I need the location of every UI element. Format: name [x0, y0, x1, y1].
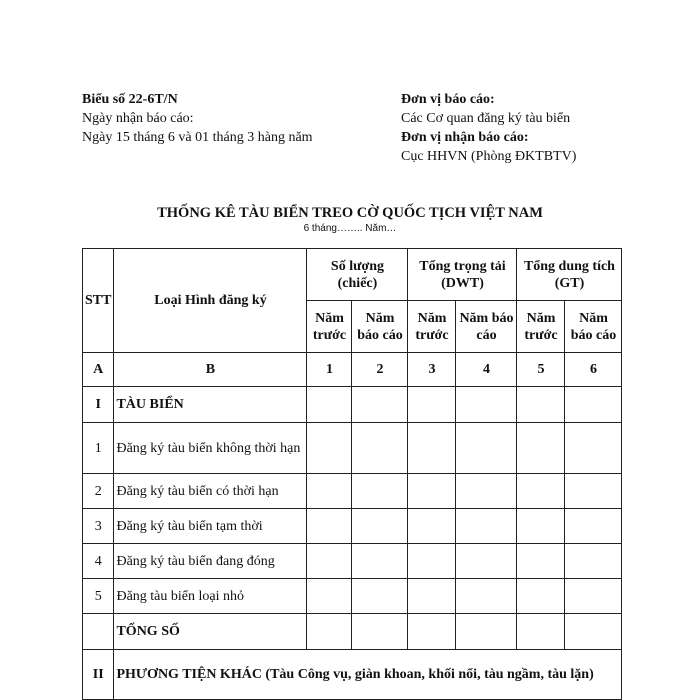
header-gt-prev-year: Năm trước [517, 301, 565, 353]
reporting-unit-label: Đơn vị báo cáo: [401, 92, 495, 107]
row-stt: 5 [83, 579, 114, 614]
table-cell [408, 544, 456, 579]
table-cell [565, 614, 622, 650]
table-cell [352, 614, 408, 650]
table-cell [307, 544, 352, 579]
table-cell [408, 423, 456, 474]
row-stt: 3 [83, 509, 114, 544]
table-cell [565, 544, 622, 579]
index-cell: 4 [456, 353, 517, 387]
row-stt: 4 [83, 544, 114, 579]
table-cell [565, 423, 622, 474]
table-row [83, 509, 622, 544]
row-label: Đăng ký tàu biển đang đóng [114, 544, 307, 579]
header-dwt: Tổng trọng tải (DWT) [408, 249, 517, 301]
header-registration-type: Loại Hình đăng ký [114, 249, 307, 353]
header-quantity: Số lượng (chiếc) [307, 249, 408, 301]
section-label: PHƯƠNG TIỆN KHÁC (Tàu Công vụ, giàn khoan, khối nổi, tàu ngầm, tàu lặn) [114, 650, 622, 700]
header-quantity-prev-year: Năm trước [307, 301, 352, 353]
section-row [83, 387, 622, 423]
section-row [83, 650, 622, 700]
table-cell [517, 579, 565, 614]
table-cell [307, 614, 352, 650]
table-cell [517, 423, 565, 474]
index-cell: 2 [352, 353, 408, 387]
table-row [83, 579, 622, 614]
receiving-unit-value: Cục HHVN (Phòng ĐKTBTV) [401, 149, 577, 164]
received-date-value: Ngày 15 tháng 6 và 01 tháng 3 hàng năm [82, 130, 313, 145]
form-code: Biểu số 22-6T/N [82, 92, 178, 107]
table-cell [83, 614, 114, 650]
table-row [83, 474, 622, 509]
table-cell [456, 579, 517, 614]
section-stt: II [83, 650, 114, 700]
index-cell: A [83, 353, 114, 387]
table-cell [517, 387, 565, 423]
table-cell [456, 544, 517, 579]
header-dwt-report-year: Năm báo cáo [456, 301, 517, 353]
total-label: TỔNG SỐ [114, 614, 307, 650]
index-cell: 3 [408, 353, 456, 387]
table-cell [408, 579, 456, 614]
table-cell [456, 509, 517, 544]
statistics-table [82, 248, 622, 700]
row-label: Đăng ký tàu biển có thời hạn [114, 474, 307, 509]
table-cell [307, 423, 352, 474]
table-cell [352, 387, 408, 423]
table-cell [456, 614, 517, 650]
table-cell [352, 544, 408, 579]
form-header-left [82, 90, 313, 147]
table-cell [408, 614, 456, 650]
header-dwt-prev-year: Năm trước [408, 301, 456, 353]
table-cell [565, 579, 622, 614]
section-label: TÀU BIỂN [114, 387, 307, 423]
row-label: Đăng tàu biển loại nhỏ [114, 579, 307, 614]
table-cell [307, 579, 352, 614]
reporting-unit-value: Các Cơ quan đăng ký tàu biển [401, 111, 571, 126]
header-gt-report-year: Năm báo cáo [565, 301, 622, 353]
document-subtitle: 6 tháng…….. Năm… [303, 223, 397, 234]
header-quantity-report-year: Năm báo cáo [352, 301, 408, 353]
index-row [83, 353, 622, 387]
row-stt: 1 [83, 423, 114, 474]
header-gt: Tổng dung tích (GT) [517, 249, 622, 301]
table-cell [352, 423, 408, 474]
index-cell: B [114, 353, 307, 387]
table-cell [408, 387, 456, 423]
table-cell [307, 387, 352, 423]
table-cell [352, 579, 408, 614]
table-cell [517, 544, 565, 579]
table-cell [517, 614, 565, 650]
receiving-unit-label: Đơn vị nhận báo cáo: [401, 130, 529, 145]
table-cell [307, 474, 352, 509]
table-cell [307, 509, 352, 544]
row-label: Đăng ký tàu biển tạm thời [114, 509, 307, 544]
section-stt: I [83, 387, 114, 423]
table-cell [408, 474, 456, 509]
total-row [83, 614, 622, 650]
table-row [83, 544, 622, 579]
index-cell: 1 [307, 353, 352, 387]
table-cell [565, 509, 622, 544]
table-row [83, 423, 622, 474]
table-cell [456, 474, 517, 509]
header-stt: STT [83, 249, 114, 353]
table-cell [517, 509, 565, 544]
table-cell [565, 387, 622, 423]
table-cell [456, 387, 517, 423]
table-cell [352, 509, 408, 544]
row-stt: 2 [83, 474, 114, 509]
table-cell [408, 509, 456, 544]
row-label: Đăng ký tàu biển không thời hạn [114, 423, 307, 474]
document-title: THỐNG KÊ TÀU BIỂN TREO CỜ QUỐC TỊCH VIỆT NAM [157, 205, 543, 221]
received-date-label: Ngày nhận báo cáo: [82, 111, 194, 126]
index-cell: 5 [517, 353, 565, 387]
form-header-right [401, 90, 576, 166]
table-cell [456, 423, 517, 474]
table-cell [517, 474, 565, 509]
index-cell: 6 [565, 353, 622, 387]
table-cell [352, 474, 408, 509]
table-cell [565, 474, 622, 509]
